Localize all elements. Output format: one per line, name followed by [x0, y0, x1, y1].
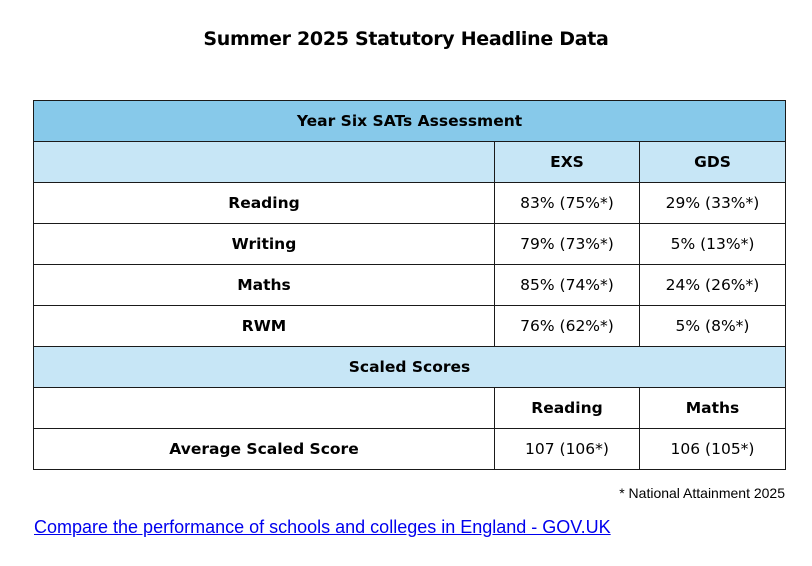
gds-cell: 29% (33%*)	[640, 183, 786, 224]
row-label: RWM	[34, 306, 495, 347]
table-row	[34, 306, 786, 347]
sats-table	[33, 100, 786, 470]
row-label: Maths	[34, 265, 495, 306]
exs-cell: 83% (75%*)	[495, 183, 640, 224]
table-row	[34, 224, 786, 265]
table-row	[34, 429, 786, 470]
header-exs: EXS	[495, 142, 640, 183]
section-header-row	[34, 101, 786, 142]
row-label: Average Scaled Score	[34, 429, 495, 470]
header-gds: GDS	[640, 142, 786, 183]
scaled-header-blank-cell	[34, 388, 495, 429]
table-row	[34, 265, 786, 306]
exs-cell: 85% (74%*)	[495, 265, 640, 306]
column-header-row	[34, 142, 786, 183]
scaled-header-reading: Reading	[495, 388, 640, 429]
reading-score-cell: 107 (106*)	[495, 429, 640, 470]
maths-score-cell: 106 (105*)	[640, 429, 786, 470]
row-label: Writing	[34, 224, 495, 265]
exs-cell: 76% (62%*)	[495, 306, 640, 347]
gds-cell: 5% (13%*)	[640, 224, 786, 265]
page-title: Summer 2025 Statutory Headline Data	[203, 28, 609, 50]
scaled-header-maths: Maths	[640, 388, 786, 429]
gds-cell: 24% (26%*)	[640, 265, 786, 306]
govuk-compare-link[interactable]: Compare the performance of schools and colleges in England - GOV.UK	[34, 517, 611, 537]
section-title: Year Six SATs Assessment	[34, 101, 786, 142]
header-blank-cell	[34, 142, 495, 183]
footnote: * National Attainment 2025	[619, 485, 785, 501]
scaled-column-header-row	[34, 388, 786, 429]
row-label: Reading	[34, 183, 495, 224]
gds-cell: 5% (8%*)	[640, 306, 786, 347]
table-row	[34, 183, 786, 224]
scaled-scores-header-row	[34, 347, 786, 388]
scaled-scores-title: Scaled Scores	[34, 347, 786, 388]
exs-cell: 79% (73%*)	[495, 224, 640, 265]
